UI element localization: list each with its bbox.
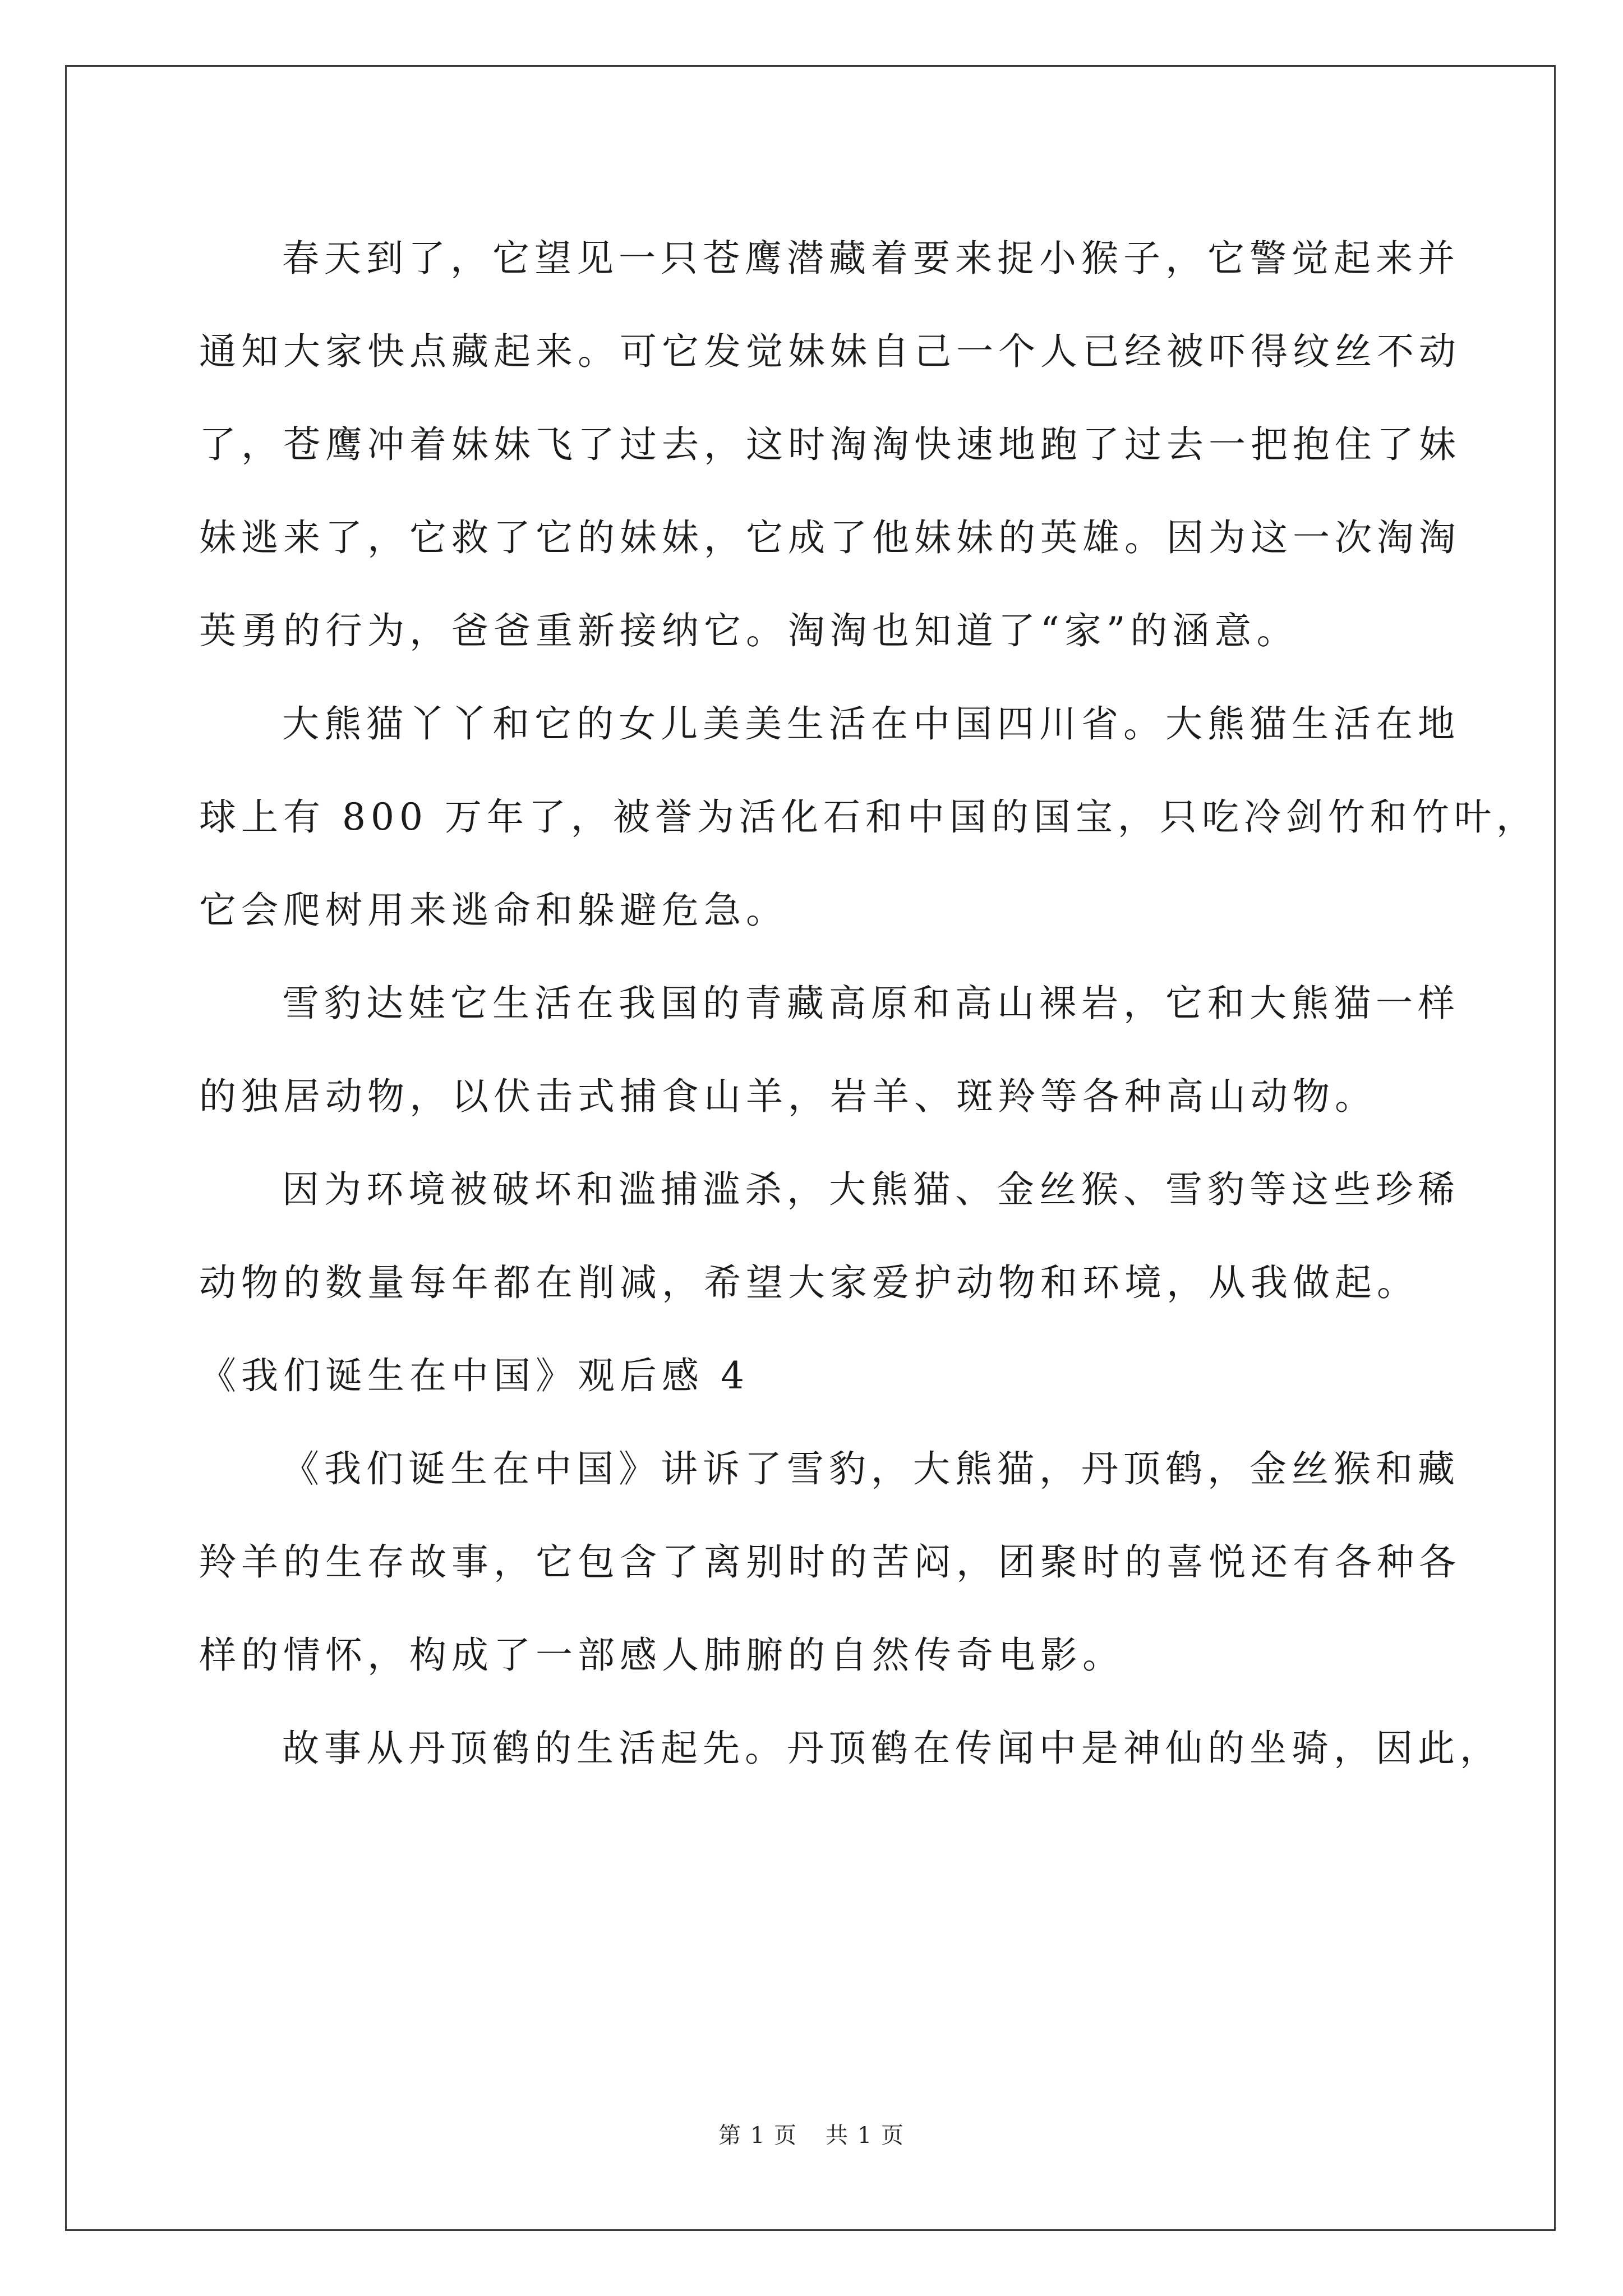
page-total: 共 1 页 xyxy=(826,2123,905,2148)
document-body xyxy=(199,212,1538,1795)
text-line: 《我们诞生在中国》讲诉了雪豹，大熊猫，丹顶鹤，金丝猴和藏 xyxy=(282,1447,1460,1490)
text-line: 因为环境被破坏和滥捕滥杀，大熊猫、金丝猴、雪豹等这些珍稀 xyxy=(282,1168,1460,1211)
text-line: 故事从丹顶鹤的生活起先。丹顶鹤在传闻中是神仙的坐骑，因此， xyxy=(282,1727,1502,1770)
text-line: 样的情怀，构成了一部感人肺腑的自然传奇电影。 xyxy=(199,1634,1124,1677)
section-heading: 《我们诞生在中国》观后感 4 xyxy=(199,1354,749,1397)
text-line: 了，苍鹰冲着妹妹飞了过去，这时淘淘快速地跑了过去一把抱住了妹 xyxy=(199,423,1461,466)
text-line: 羚羊的生存故事，它包含了离别时的苦闷，团聚时的喜悦还有各种各 xyxy=(199,1540,1461,1584)
text-line: 春天到了，它望见一只苍鹰潜藏着要来捉小猴子，它警觉起来并 xyxy=(282,237,1460,280)
text-line: 英勇的行为，爸爸重新接纳它。淘淘也知道了“家”的涵意。 xyxy=(199,609,1299,652)
page-footer xyxy=(0,2118,1623,2150)
text-line: 动物的数量每年都在削减，希望大家爱护动物和环境，从我做起。 xyxy=(199,1261,1419,1304)
text-line: 大熊猫丫丫和它的女儿美美生活在中国四川省。大熊猫生活在地 xyxy=(282,702,1460,746)
text-line: 通知大家快点藏起来。可它发觉妹妹自己一个人已经被吓得纹丝不动 xyxy=(199,330,1461,373)
text-line: 雪豹达娃它生活在我国的青藏高原和高山裸岩，它和大熊猫一样 xyxy=(282,982,1460,1025)
page-number: 第 1 页 xyxy=(718,2123,797,2148)
text-line: 妹逃来了，它救了它的妹妹，它成了他妹妹的英雄。因为这一次淘淘 xyxy=(199,516,1461,559)
text-line: 它会爬树用来逃命和躲避危急。 xyxy=(199,889,788,932)
text-line: 的独居动物，以伏击式捕食山羊，岩羊、斑羚等各种高山动物。 xyxy=(199,1075,1377,1118)
text-line: 球上有 800 万年了，被誉为活化石和中国的国宝，只吃冷剑竹和竹叶， xyxy=(199,795,1538,839)
